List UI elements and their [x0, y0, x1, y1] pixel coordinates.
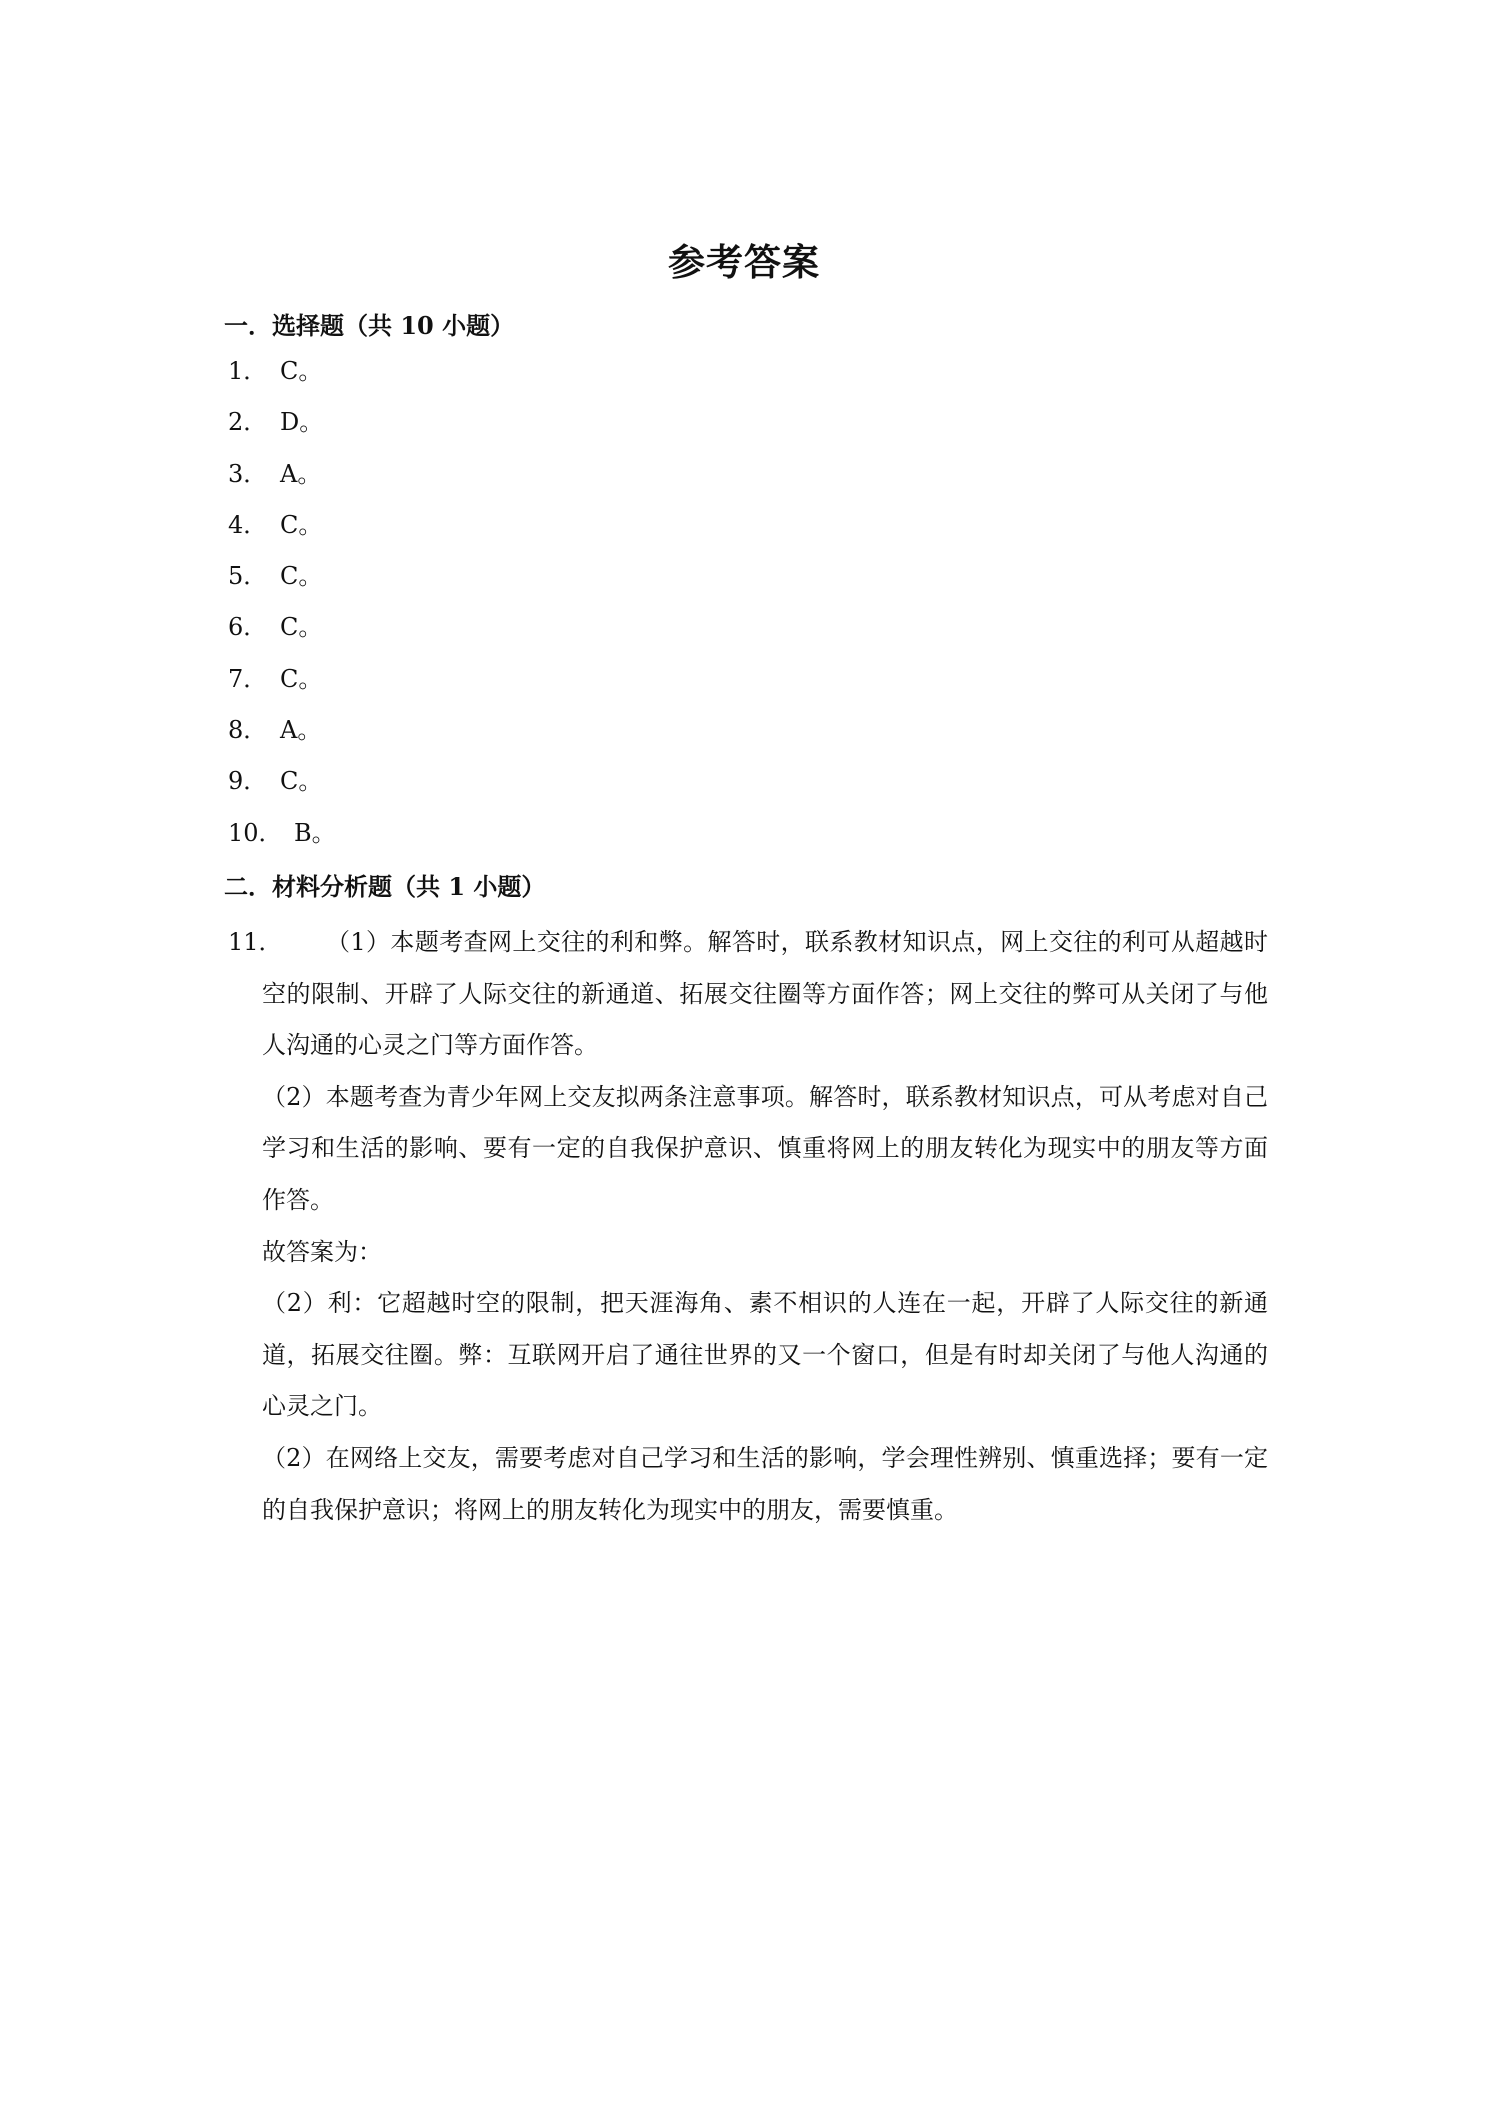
item-answer: C。 — [280, 664, 323, 693]
item-answer: A。 — [280, 459, 322, 488]
answer-paragraph: （2）本题考查为青少年网上交友拟两条注意事项。解答时，联系教材知识点，可从考虑对自己学习和生活的影响、要有一定的自我保护意识、慎重将网上的朋友转化为现实中的朋友等方面作答。 — [262, 1082, 1268, 1214]
list-item — [228, 559, 828, 610]
item-answer: D。 — [280, 408, 324, 437]
list-item — [228, 662, 828, 713]
page-title: 参考答案 — [668, 240, 820, 284]
item-number: 4． — [228, 510, 268, 539]
list-item — [228, 508, 828, 559]
choice-answer-list — [228, 354, 828, 867]
item-number: 6． — [228, 613, 268, 642]
item-answer: A。 — [280, 716, 322, 745]
item-number: 5． — [228, 562, 268, 591]
answer-paragraph: 故答案为： — [262, 1237, 382, 1266]
item-answer: C。 — [280, 357, 323, 385]
item-answer: C。 — [280, 562, 323, 591]
item-number: 7． — [228, 664, 268, 693]
item-answer: C。 — [280, 613, 323, 642]
answer-paragraph: （1）本题考查网上交往的利和弊。解答时，联系教材知识点，网上交往的利可从超越时空的限制、开辟了人际交往的新通道、拓展交往圈等方面作答；网上交往的弊可从关闭了与他人沟通的心灵之门等方面作答。 — [262, 928, 1268, 1060]
list-item — [228, 610, 828, 661]
item-number: 8． — [228, 716, 268, 745]
item-answer: B。 — [294, 818, 336, 847]
item-number: 1． — [228, 357, 268, 385]
question-number: 11． — [228, 928, 283, 956]
item-number: 2． — [228, 408, 268, 437]
item-number: 9． — [228, 767, 268, 796]
item-number: 3． — [228, 459, 268, 488]
list-item — [228, 764, 828, 815]
list-item — [228, 354, 828, 405]
item-number: 10． — [228, 818, 283, 847]
question-11-answer — [228, 917, 1268, 1536]
list-item — [228, 816, 828, 867]
section-heading-analysis: 二．材料分析题（共 1 小题） — [224, 872, 546, 901]
section-heading-choice: 一．选择题（共 10 小题） — [224, 311, 515, 340]
item-answer: C。 — [280, 510, 323, 539]
item-answer: C。 — [280, 767, 323, 796]
list-item — [228, 405, 828, 456]
list-item — [228, 713, 828, 764]
answer-paragraph: （2）在网络上交友，需要考虑对自己学习和生活的影响，学会理性辨别、慎重选择；要有一定的自我保护意识；将网上的朋友转化为现实中的朋友，需要慎重。 — [262, 1443, 1268, 1524]
list-item — [228, 457, 828, 508]
answer-paragraph: （2）利：它超越时空的限制，把天涯海角、素不相识的人连在一起，开辟了人际交往的新通道，拓展交往圈。弊：互联网开启了通往世界的又一个窗口，但是有时却关闭了与他人沟通的心灵之门。 — [262, 1289, 1268, 1421]
